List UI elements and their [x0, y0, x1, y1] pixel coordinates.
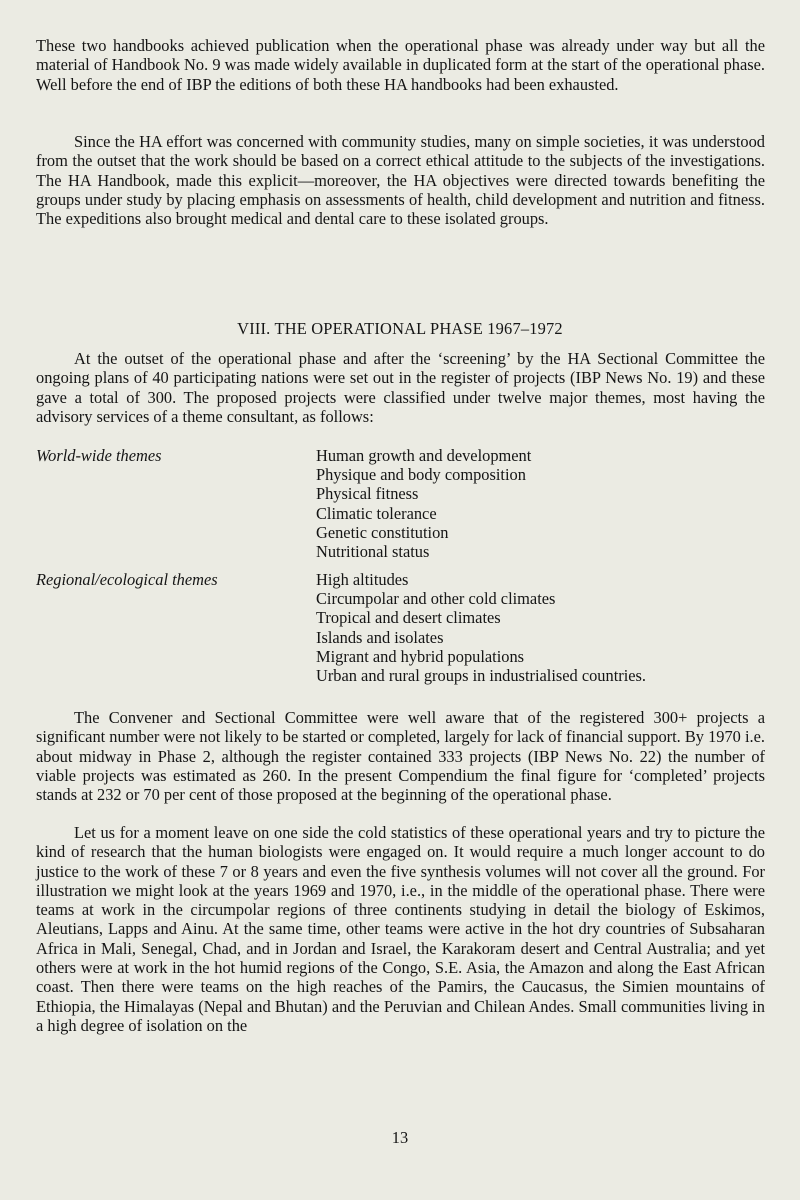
page-number: 13	[391, 1128, 409, 1147]
paragraph-ethics: Since the HA effort was concerned with community studies, many on simple societies, it was understood from the outset that the work should be based on a correct ethical attitude to the subjects of the investigations. The HA Handbook, made this explicit—moreover, the HA objectives were directed towards benefiting the groups under study by placing emphasis on assessments of health, child development and nutrition and fitness. The expeditions also brought medical and dental care to these isolated groups.	[36, 132, 765, 229]
theme-item: Physical fitness	[316, 484, 419, 504]
paragraph-registered-projects: The Convener and Sectional Committee were well aware that of the registered 300+ projects a significant number were not likely to be started or completed, largely for lack of financial support. By 1970 i.e. about midway in Phase 2, although the register contained 333 projects (IBP News No. 22) the number of viable projects was estimated as 260. In the present Compendium the final figure for ‘completed’ projects stands at 232 or 70 per cent of those proposed at the beginning of the operational phase.	[36, 708, 765, 805]
regional-themes-label: Regional/ecological themes	[36, 570, 218, 589]
world-wide-themes-list	[316, 446, 736, 561]
world-wide-themes-label: World-wide themes	[36, 446, 162, 465]
theme-item: Migrant and hybrid populations	[316, 646, 525, 666]
section-heading: VIII. THE OPERATIONAL PHASE 1967–1972	[237, 319, 563, 338]
theme-item: Human growth and development	[316, 446, 532, 465]
paragraph-handbooks: These two handbooks achieved publication when the operational phase was already under way but all the material of Handbook No. 9 was made widely available in duplicated form at the start of the operational phase. Well before the end of IBP the editions of both these HA handbooks had been exhausted.	[36, 36, 765, 94]
theme-item: Circumpolar and other cold climates	[316, 589, 556, 609]
theme-item: Islands and isolates	[316, 627, 444, 647]
paragraph-operational-outset: At the outset of the operational phase and after the ‘screening’ by the HA Sectional Committee the ongoing plans of 40 participating nations were set out in the register of projects (IBP News No. 19) and these gave a total of 300. The proposed projects were classified under twelve major themes, most having the advisory services of a theme consultant, as follows:	[36, 349, 765, 426]
theme-item: Nutritional status	[316, 542, 430, 562]
theme-item: Physique and body composition	[316, 465, 526, 485]
theme-item: Climatic tolerance	[316, 503, 437, 523]
paragraph-research-picture: Let us for a moment leave on one side the cold statistics of these operational years and try to picture the kind of research that the human biologists were engaged on. It would require a much longer account to do justice to the work of these 7 or 8 years and even the five synthesis volumes will not cover all the ground. For illustration we might look at the years 1969 and 1970, i.e., in the middle of the operational phase. There were teams at work in the circumpolar regions of three continents studying in detail the biology of Eskimos, Aleutians, Lapps and Ainu. At the same time, other teams were active in the hot dry countries of Subsaharan Africa in Mali, Senegal, Chad, and in Jordan and Israel, the Karakoram desert and Central Australia; and yet others were at work in the hot humid regions of the Congo, S.E. Asia, the Amazon and along the East African coast. Then there were teams on the high reaches of the Pamirs, the Caucasus, the Simien mountains of Ethiopia, the Himalayas (Nepal and Bhutan) and the Peruvian and Chilean Andes. Small communities living in a high degree of isolation on the	[36, 823, 765, 1035]
theme-item: Urban and rural groups in industrialised countries.	[316, 666, 647, 686]
regional-themes-list	[316, 570, 736, 685]
theme-item: Genetic constitution	[316, 522, 449, 542]
theme-item: Tropical and desert climates	[316, 608, 501, 628]
theme-item: High altitudes	[316, 570, 409, 589]
